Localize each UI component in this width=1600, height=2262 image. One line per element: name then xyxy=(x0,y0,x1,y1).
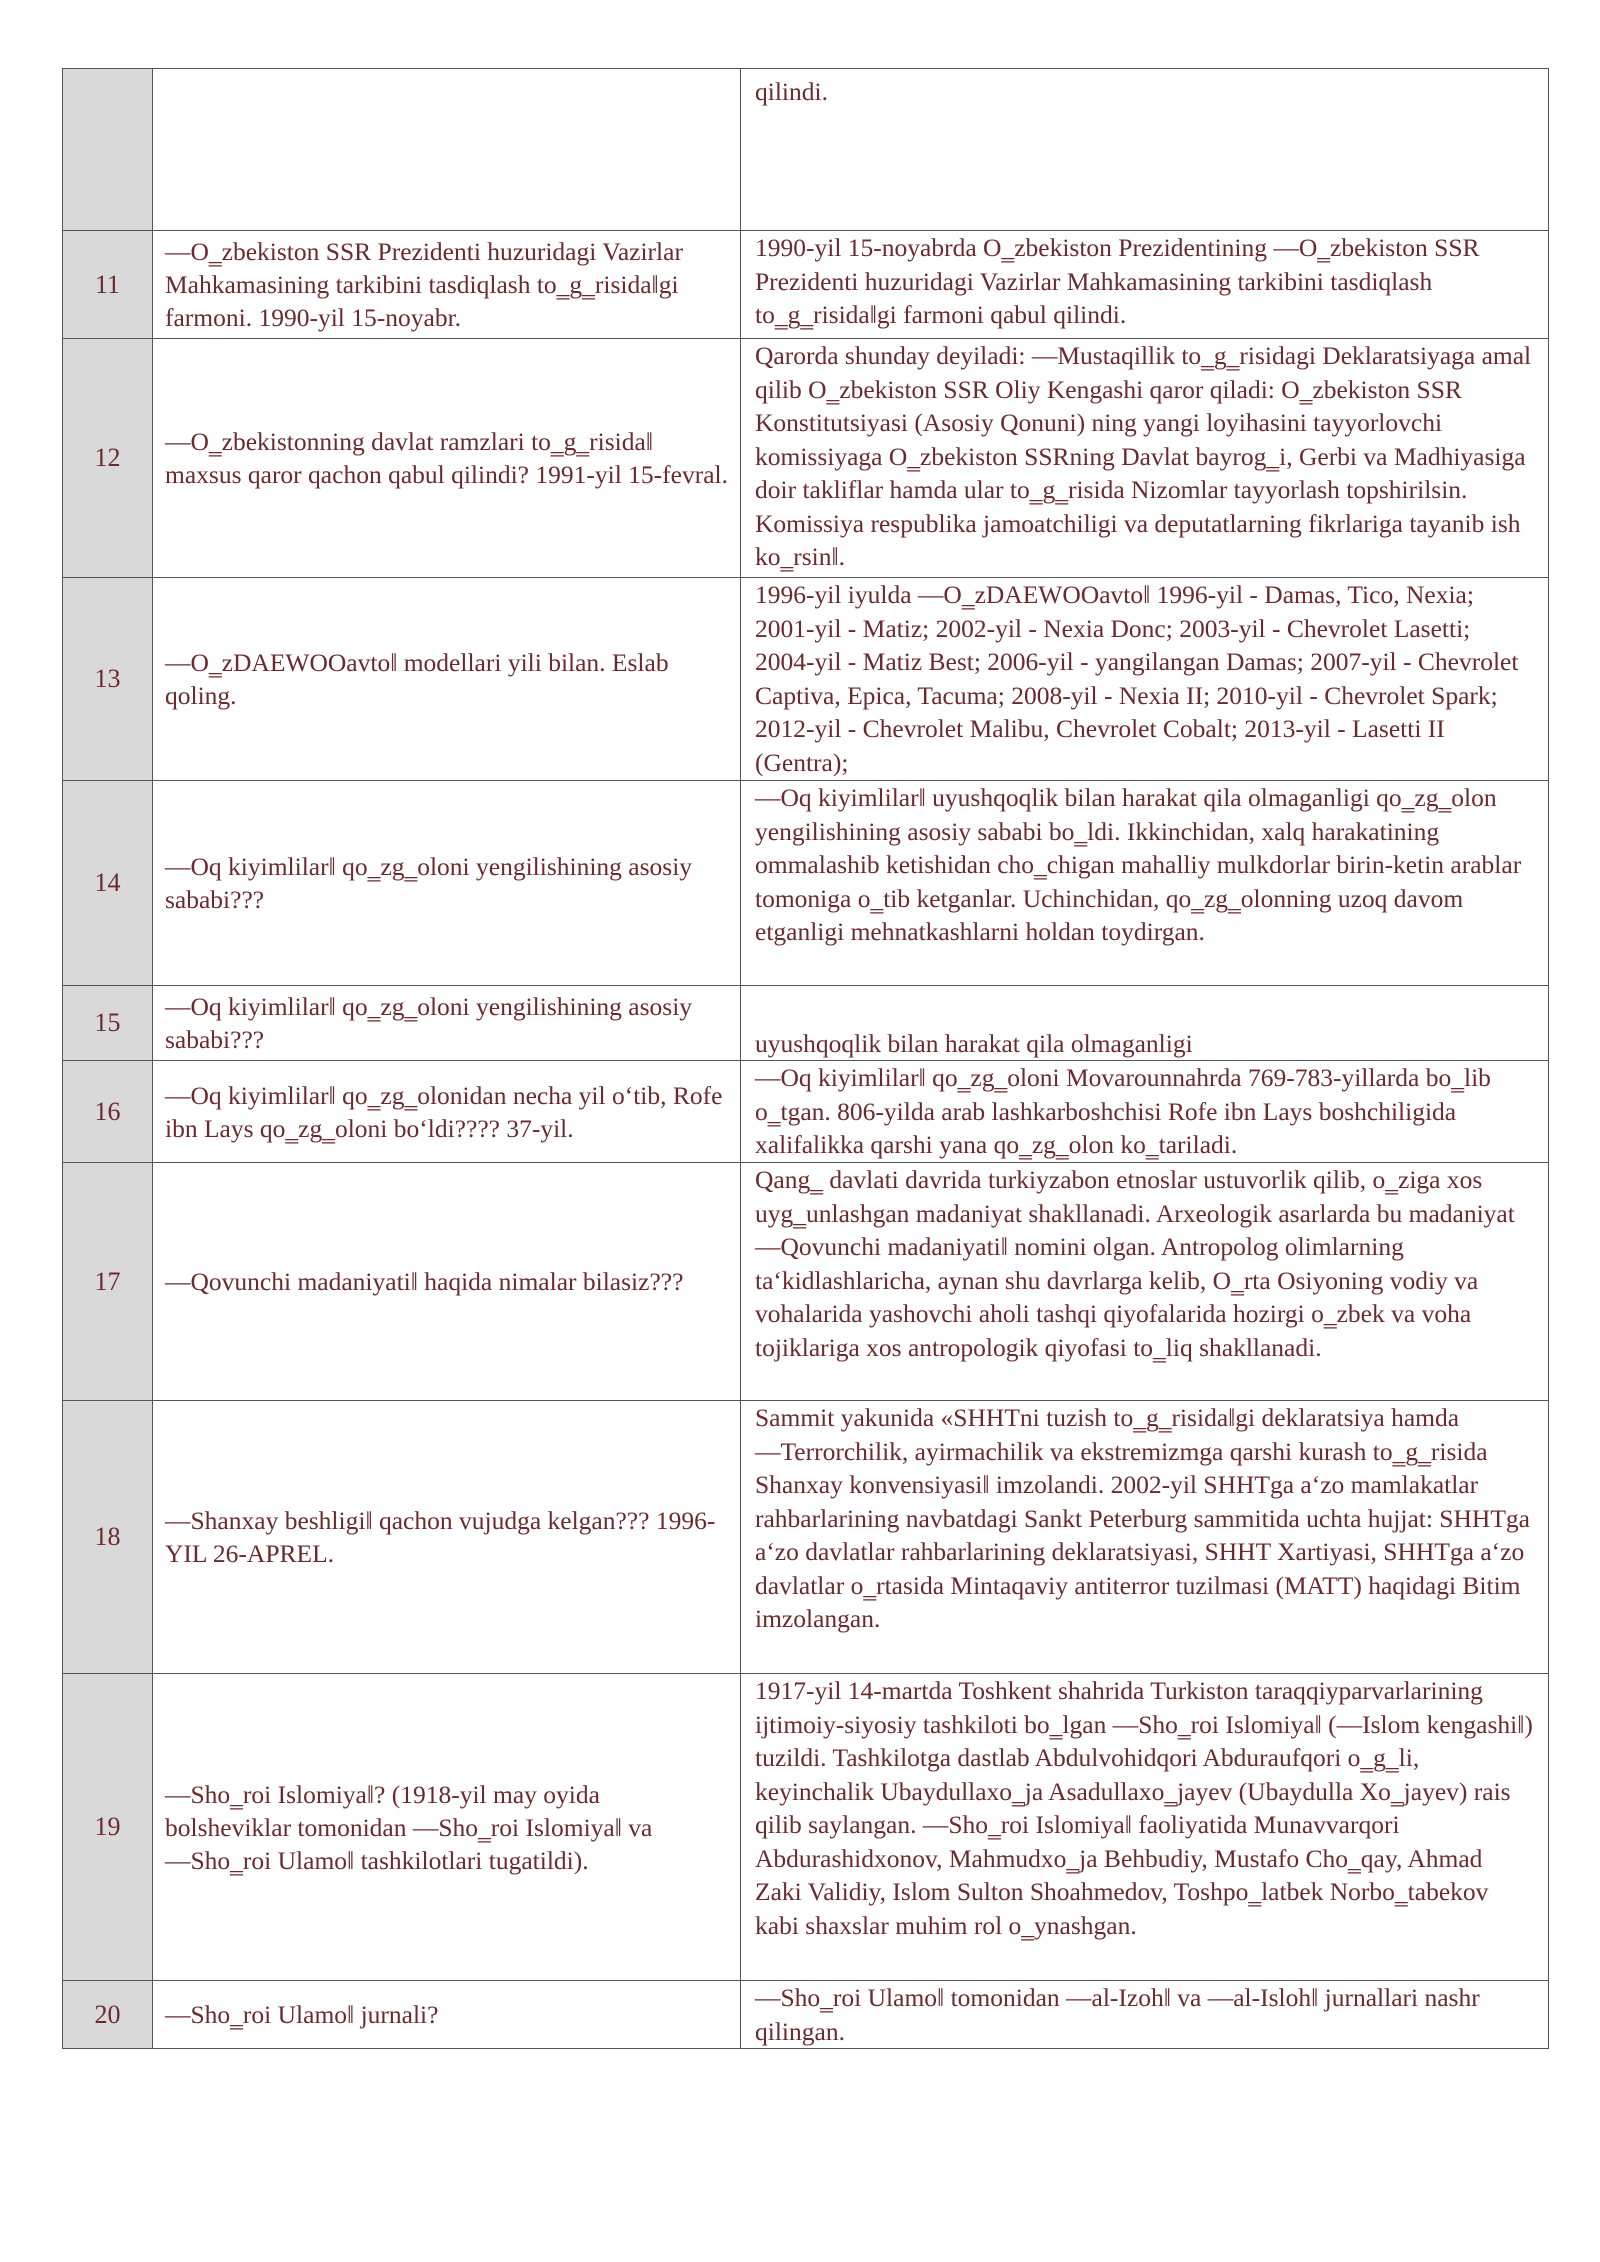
row-number: 18 xyxy=(63,1401,153,1674)
answer-cell: ―Oq kiyimlilar‖ uyushqoqlik bilan harakat qila olmaganligi qo‗zg‗olon yengilishining asosiy sababi bo‗ldi. Ikkinchidan, xalq harakatining ommalashib ketishidan cho‗chigan mahalliy mulkdorlar birin-ketin arablar tomoniga o‗tib ketganlar. Uchinchidan, qo‗zg‗olonning uzoq davom etganligi mehnatkashlarni holdan toydirgan. xyxy=(741,781,1549,986)
answer-cell: Sammit yakunida «SHHTni tuzish to‗g‗risida‖gi deklaratsiya hamda ―Terrorchilik, ayirmachilik va ekstremizmga qarshi kurash to‗g‗risida Shanxay konvensiyasi‖ imzolandi. 2002-yil SHHTga a‘zo mamlakatlar rahbarlarining navbatdagi Sankt Peterburg sammitida uchta hujjat: SHHTga a‘zo davlatlar rahbarlarining deklaratsiyasi, SHHT Xartiyasi, SHHTga a‘zo davlatlar o‗rtasida Mintaqaviy antiterror tuzilmasi (MATT) haqidagi Bitim imzolangan. xyxy=(741,1401,1549,1674)
table-row xyxy=(63,1401,1549,1674)
answer-cell: Qang‗ davlati davrida turkiyzabon etnoslar ustuvorlik qilib, o‗ziga xos uyg‗unlashgan madaniyat shakllanadi. Arxeologik asarlarda bu madaniyat ―Qovunchi madaniyati‖ nomini olgan. Antropolog olimlarning ta‘kidlashlaricha, aynan shu davrlarga kelib, O‗rta Osiyoning vodiy va vohalarida yashovchi aholi tashqi qiyofalarida hozirgi o‗zbek va voha tojiklariga xos antropologik qiyofasi to‗liq shakllanadi. xyxy=(741,1163,1549,1401)
answer-cell: 1996-yil iyulda ―O‗zDAEWOOavto‖ 1996-yil - Damas, Tico, Nexia; 2001-yil - Matiz; 2002-yil - Nexia Donc; 2003-yil - Chevrolet Lasetti; 2004-yil - Matiz Best; 2006-yil - yangilangan Damas; 2007-yil - Chevrolet Captiva, Epica, Tacuma; 2008-yil - Nexia II; 2010-yil - Chevrolet Spark; 2012-yil - Chevrolet Malibu, Chevrolet Cobalt; 2013-yil - Lasetti II (Gentra); xyxy=(741,578,1549,781)
answer-cell: ―Sho‗roi Ulamo‖ tomonidan ―al-Izoh‖ va ―al-Isloh‖ jurnallari nashr qilingan. xyxy=(741,1981,1549,2049)
answer-cell: 1917-yil 14-martda Toshkent shahrida Turkiston taraqqiyparvarlarining ijtimoiy-siyosiy tashkiloti bo‗lgan ―Sho‗roi Islomiya‖ (―Islom kengashi‖) tuzildi. Tashkilotga dastlab Abdulvohidqori Abduraufqori o‗g‗li, keyinchalik Ubaydullaxo‗ja Asadullaxo‗jayev (Ubaydulla Xo‗jayev) rais qilib saylangan. ―Sho‗roi Islomiya‖ faoliyatida Munavvarqori Abdurashidxonov, Mahmudxo‗ja Behbudiy, Mustafo Cho‗qay, Ahmad Zaki Validiy, Islom Sulton Shoahmedov, Toshpo‗latbek Norbo‗tabekov kabi shaxslar muhim rol o‗ynashgan. xyxy=(741,1674,1549,1981)
question-cell: ―Qovunchi madaniyati‖ haqida nimalar bilasiz??? xyxy=(153,1163,741,1401)
table-row xyxy=(63,69,1549,231)
table-row xyxy=(63,1061,1549,1163)
table-row xyxy=(63,339,1549,578)
table-row xyxy=(63,231,1549,339)
table-row xyxy=(63,781,1549,986)
answer-cell: ―Oq kiyimlilar‖ qo‗zg‗oloni Movarounnahrda 769-783-yillarda bo‗lib o‗tgan. 806-yilda arab lashkarboshchisi Rofe ibn Lays boshchiligida xalifalikka qarshi yana qo‗zg‗olon ko‗tariladi. xyxy=(741,1061,1549,1163)
question-cell: ―Sho‗roi Ulamo‖ jurnali? xyxy=(153,1981,741,2049)
document-page xyxy=(62,68,1548,2049)
row-number: 14 xyxy=(63,781,153,986)
question-cell: ―Oq kiyimlilar‖ qo‗zg‗oloni yengilishining asosiy sababi??? xyxy=(153,781,741,986)
question-cell: ―Sho‗roi Islomiya‖? (1918-yil may oyida bolsheviklar tomonidan ―Sho‗roi Islomiya‖ va ―Sho‗roi Ulamo‖ tashkilotlari tugatildi). xyxy=(153,1674,741,1981)
row-number xyxy=(63,69,153,231)
row-number: 16 xyxy=(63,1061,153,1163)
qa-table xyxy=(62,68,1549,2049)
table-row xyxy=(63,578,1549,781)
row-number: 12 xyxy=(63,339,153,578)
row-number: 11 xyxy=(63,231,153,339)
question-cell: ―Shanxay beshligi‖ qachon vujudga kelgan??? 1996-YIL 26-APREL. xyxy=(153,1401,741,1674)
row-number: 19 xyxy=(63,1674,153,1981)
answer-cell: Qarorda shunday deyiladi: ―Mustaqillik to‗g‗risidagi Deklaratsiyaga amal qilib O‗zbekiston SSR Oliy Kengashi qaror qiladi: O‗zbekiston SSR Konstitutsiyasi (Asosiy Qonuni) ning yangi loyihasini tayyorlovchi komissiyaga O‗zbekiston SSRning Davlat bayrog‗i, Gerbi va Madhiyasiga doir takliflar hamda ular to‗g‗risida Nizomlar tayyorlash topshirilsin. Komissiya respublika jamoatchiligi va deputatlarning fikrlariga tayanib ish ko‗rsin‖. xyxy=(741,339,1549,578)
question-cell: ―O‗zbekiston SSR Prezidenti huzuridagi Vazirlar Mahkamasining tarkibini tasdiqlash to‗g‗risida‖gi farmoni. 1990-yil 15-noyabr. xyxy=(153,231,741,339)
answer-cell: qilindi. xyxy=(741,69,1549,231)
question-cell: ―Oq kiyimlilar‖ qo‗zg‗olonidan necha yil o‘tib, Rofe ibn Lays qo‗zg‗oloni bo‘ldi???? 37-yil. xyxy=(153,1061,741,1163)
row-number: 17 xyxy=(63,1163,153,1401)
question-cell: ―Oq kiyimlilar‖ qo‗zg‗oloni yengilishining asosiy sababi??? xyxy=(153,986,741,1061)
row-number: 20 xyxy=(63,1981,153,2049)
answer-cell: uyushqoqlik bilan harakat qila olmaganligi xyxy=(741,986,1549,1061)
table-row xyxy=(63,1163,1549,1401)
row-number: 15 xyxy=(63,986,153,1061)
table-row xyxy=(63,986,1549,1061)
question-cell: ―O‗zbekistonning davlat ramzlari to‗g‗risida‖ maxsus qaror qachon qabul qilindi? 1991-yil 15-fevral. xyxy=(153,339,741,578)
answer-cell: 1990-yil 15-noyabrda O‗zbekiston Prezidentining ―O‗zbekiston SSR Prezidenti huzuridagi Vazirlar Mahkamasining tarkibini tasdiqlash to‗g‗risida‖gi farmoni qabul qilindi. xyxy=(741,231,1549,339)
row-number: 13 xyxy=(63,578,153,781)
table-row xyxy=(63,1981,1549,2049)
question-cell xyxy=(153,69,741,231)
question-cell: ―O‗zDAEWOOavto‖ modellari yili bilan. Eslab qoling. xyxy=(153,578,741,781)
table-row xyxy=(63,1674,1549,1981)
